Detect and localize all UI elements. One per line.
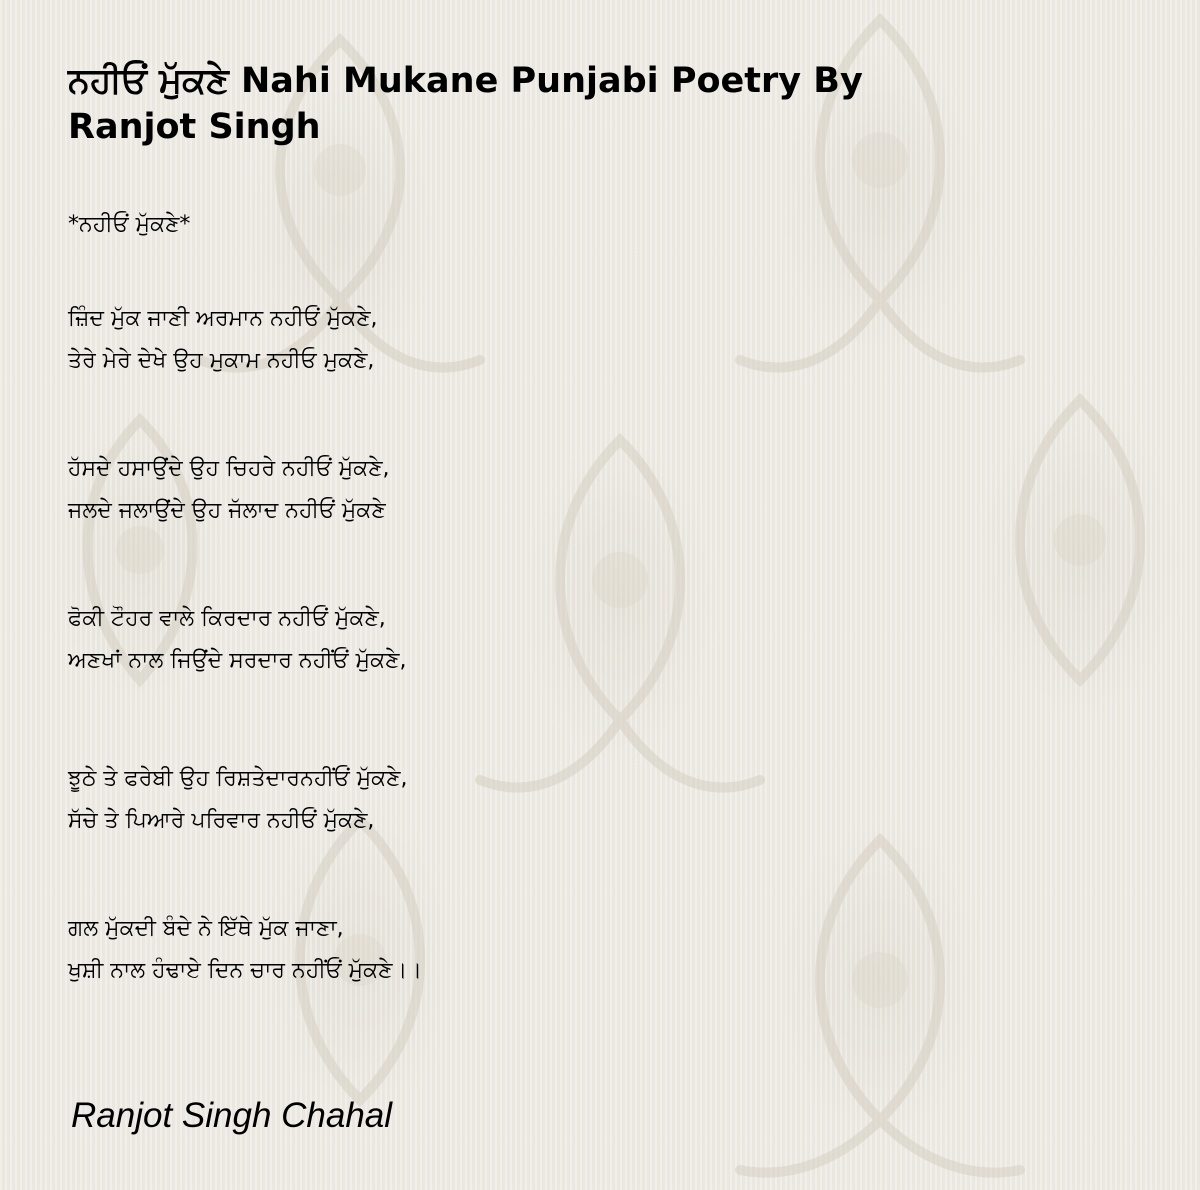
poem-line: ਅਣਖਾਂ ਨਾਲ ਜਿਉਂਦੇ ਸਰਦਾਰ ਨਹੀਂਓਂ ਮੁੱਕਣੇ,	[68, 648, 407, 673]
stanza-2	[68, 448, 390, 532]
page-title: ਨਹੀਓਂ ਮੁੱਕਣੇ Nahi Mukane Punjabi Poetry By Ranjot Singh	[68, 61, 863, 147]
poem-line: ਹੱਸਦੇ ਹਸਾਉਂਦੇ ਉਹ ਚਿਹਰੇ ਨਹੀਓਂ ਮੁੱਕਣੇ,	[68, 456, 390, 481]
poem-line: ਜਲਦੇ ਜਲਾਉਂਦੇ ਉਹ ਜੱਲਾਦ ਨਹੀਓਂ ਮੁੱਕਣੇ	[68, 498, 386, 523]
poem-content	[68, 58, 1148, 1135]
poem-line: ਜ਼ਿੰਦ ਮੁੱਕ ਜਾਣੀ ਅਰਮਾਨ ਨਹੀਓਂ ਮੁੱਕਣੇ,	[68, 306, 378, 331]
poem-title: *ਨਹੀਓਂ ਮੁੱਕਣੇ*	[68, 212, 191, 237]
stanza-3	[68, 598, 406, 682]
author-signature: Ranjot Singh Chahal	[71, 1096, 393, 1135]
poem-line: ਝੂਠੇ ਤੇ ਫਰੇਬੀ ਉਹ ਰਿਸ਼ਤੇਦਾਰਨਹੀਂਓਂ ਮੁੱਕਣੇ,	[68, 766, 408, 791]
poem-line: ਸੱਚੇ ਤੇ ਪਿਆਰੇ ਪਰਿਵਾਰ ਨਹੀਓਂ ਮੁੱਕਣੇ,	[68, 808, 375, 833]
poem-line: ਫੋਕੀ ਟੌਹਰ ਵਾਲੇ ਕਿਰਦਾਰ ਨਹੀਓਂ ਮੁੱਕਣੇ,	[68, 606, 386, 631]
stanza-4	[68, 758, 408, 842]
poem-line: ਖੁਸ਼ੀ ਨਾਲ ਹੰਢਾਏ ਦਿਨ ਚਾਰ ਨਹੀਂਓਂ ਮੁੱਕਣੇ।।	[68, 958, 423, 983]
stanza-1	[68, 298, 378, 382]
poem-line: ਗਲ ਮੁੱਕਦੀ ਬੰਦੇ ਨੇ ਇੱਥੇ ਮੁੱਕ ਜਾਣਾ,	[68, 916, 344, 941]
poem-line: ਤੇਰੇ ਮੇਰੇ ਦੇਖੇ ਉਹ ਮੁਕਾਮ ਨਹੀਓ ਮੁਕਣੇ,	[68, 348, 375, 373]
stanza-5	[68, 908, 422, 992]
